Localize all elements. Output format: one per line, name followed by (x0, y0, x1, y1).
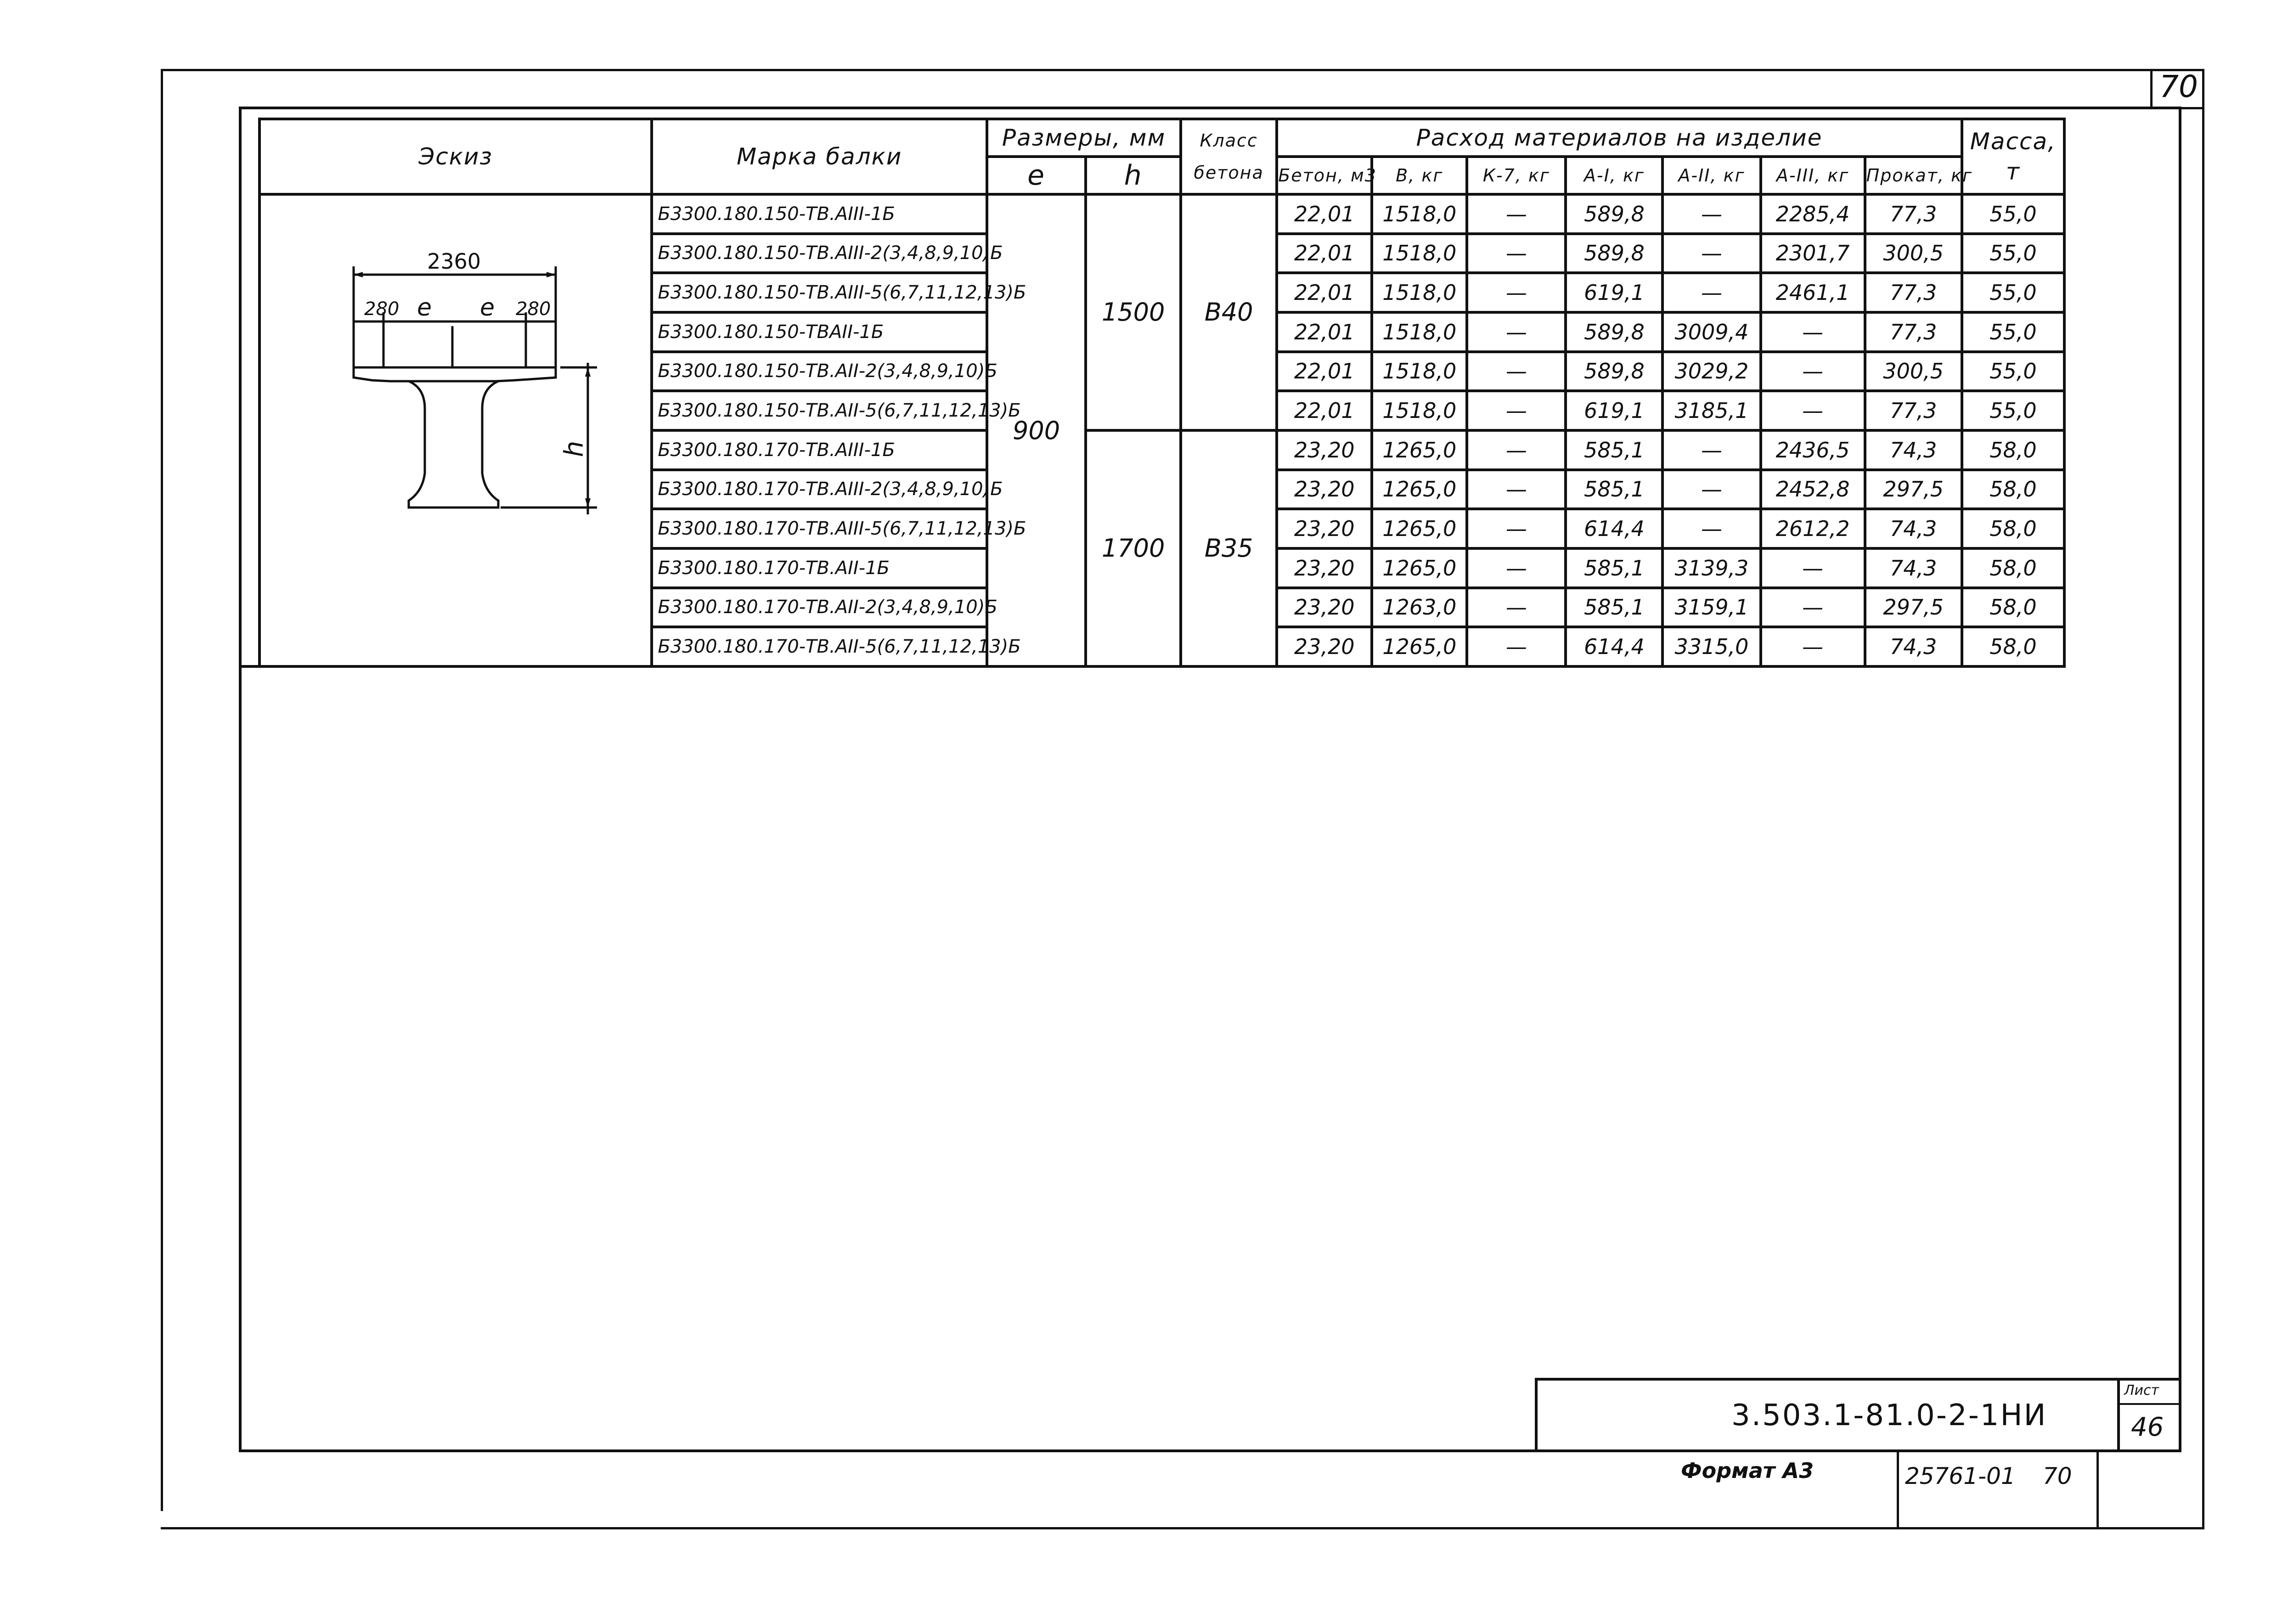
row-a2: — (1662, 194, 1760, 234)
row-a2: 3159,1 (1662, 588, 1760, 627)
header-mark: Марка балки (652, 119, 987, 194)
sketch-e-right-label: e (480, 294, 495, 321)
header-dim-e: e (987, 157, 1086, 194)
row-mark: Б3300.180.150-ТВАII-1Б (652, 312, 987, 352)
page-number: 70 (2159, 69, 2198, 104)
row-mark: Б3300.180.150-ТВ.АIII-5(6,7,11,12,13)Б (652, 273, 987, 312)
row-beton: 23,20 (1277, 430, 1372, 470)
row-mark: Б3300.180.150-ТВ.АIII-1Б (652, 194, 987, 234)
format-label: Формат А3 (1681, 1458, 1814, 1483)
header-col-a1: А-I, кг (1566, 157, 1662, 194)
sheet-label: Лист (2124, 1382, 2159, 1398)
row-beton: 22,01 (1277, 234, 1372, 273)
sheet-number: 46 (2131, 1412, 2164, 1442)
row-a3: 2452,8 (1761, 470, 1865, 509)
inner-frame-top (239, 107, 2181, 109)
row-prokat: 300,5 (1865, 352, 1962, 391)
row-a3: — (1761, 352, 1865, 391)
row-a3: 2285,4 (1761, 194, 1865, 234)
header-mass: Масса, т (1962, 119, 2064, 194)
row-a1: 619,1 (1566, 273, 1662, 312)
row-a1: 619,1 (1566, 391, 1662, 430)
row-a2: — (1662, 509, 1760, 548)
row-a2: — (1662, 273, 1760, 312)
merged-e: 900 (987, 194, 1086, 666)
row-a1: 589,8 (1566, 194, 1662, 234)
row-mark: Б3300.180.150-ТВ.АII-5(6,7,11,12,13)Б (652, 391, 987, 430)
merged-class-2: В35 (1181, 430, 1277, 666)
row-mass: 55,0 (1962, 273, 2064, 312)
table-row (259, 194, 2064, 234)
row-mass: 58,0 (1962, 509, 2064, 548)
row-mark: Б3300.180.150-ТВ.АIII-2(3,4,8,9,10)Б (652, 234, 987, 273)
row-prokat: 77,3 (1865, 273, 1962, 312)
row-v: 1518,0 (1372, 312, 1467, 352)
row-prokat: 77,3 (1865, 312, 1962, 352)
row-prokat: 74,3 (1865, 430, 1962, 470)
row-mark: Б3300.180.170-ТВ.АIII-5(6,7,11,12,13)Б (652, 509, 987, 548)
merged-h-1: 1500 (1086, 194, 1181, 430)
sketch-e-left-label: e (417, 294, 432, 321)
outer-frame-left (161, 69, 163, 1511)
row-a1: 589,8 (1566, 234, 1662, 273)
row-k7: — (1467, 352, 1566, 391)
row-a2: — (1662, 234, 1760, 273)
row-beton: 22,01 (1277, 391, 1372, 430)
row-prokat: 297,5 (1865, 588, 1962, 627)
row-mass: 55,0 (1962, 312, 2064, 352)
row-a2: 3029,2 (1662, 352, 1760, 391)
row-mass: 58,0 (1962, 627, 2064, 666)
row-prokat: 74,3 (1865, 509, 1962, 548)
row-prokat: 300,5 (1865, 234, 1962, 273)
row-prokat: 74,3 (1865, 627, 1962, 666)
row-a1: 585,1 (1566, 430, 1662, 470)
row-a1: 589,8 (1566, 352, 1662, 391)
row-v: 1265,0 (1372, 470, 1467, 509)
row-k7: — (1467, 509, 1566, 548)
inventory-number: 25761-01 (1905, 1463, 2016, 1489)
inventory-page: 70 (2043, 1463, 2072, 1489)
row-a3: — (1761, 312, 1865, 352)
row-beton: 22,01 (1277, 352, 1372, 391)
merged-class-1: В40 (1181, 194, 1277, 430)
row-mark: Б3300.180.170-ТВ.АII-1Б (652, 548, 987, 588)
row-mass: 58,0 (1962, 588, 2064, 627)
row-mass: 55,0 (1962, 234, 2064, 273)
row-k7: — (1467, 470, 1566, 509)
row-a1: 585,1 (1566, 470, 1662, 509)
row-v: 1518,0 (1372, 194, 1467, 234)
row-mark: Б3300.180.170-ТВ.АIII-1Б (652, 430, 987, 470)
row-beton: 23,20 (1277, 470, 1372, 509)
row-a3: — (1761, 391, 1865, 430)
row-v: 1263,0 (1372, 588, 1467, 627)
row-beton: 22,01 (1277, 312, 1372, 352)
row-k7: — (1467, 194, 1566, 234)
outer-frame-right (2202, 69, 2204, 1529)
row-a1: 589,8 (1566, 312, 1662, 352)
header-col-prokat: Прокат, кг (1865, 157, 1962, 194)
row-beton: 22,01 (1277, 273, 1372, 312)
row-v: 1265,0 (1372, 548, 1467, 588)
row-beton: 23,20 (1277, 627, 1372, 666)
row-k7: — (1467, 548, 1566, 588)
row-a3: 2436,5 (1761, 430, 1865, 470)
sketch-edge-left-label: 280 (364, 299, 400, 320)
row-beton: 22,01 (1277, 194, 1372, 234)
sketch-height-label: h (559, 440, 589, 457)
row-k7: — (1467, 430, 1566, 470)
header-col-a2: А-II, кг (1662, 157, 1760, 194)
row-k7: — (1467, 273, 1566, 312)
row-v: 1518,0 (1372, 352, 1467, 391)
row-prokat: 297,5 (1865, 470, 1962, 509)
title-block-sheet-divider (2117, 1403, 2181, 1405)
row-a2: 3185,1 (1662, 391, 1760, 430)
row-a3: 2461,1 (1761, 273, 1865, 312)
row-prokat: 74,3 (1865, 548, 1962, 588)
row-mark: Б3300.180.170-ТВ.АIII-2(3,4,8,9,10)Б (652, 470, 987, 509)
row-prokat: 77,3 (1865, 194, 1962, 234)
header-col-v: В, кг (1372, 157, 1467, 194)
row-a2: 3315,0 (1662, 627, 1760, 666)
row-a3: 2301,7 (1761, 234, 1865, 273)
outer-frame-top (161, 69, 2204, 71)
row-v: 1265,0 (1372, 430, 1467, 470)
row-a3: — (1761, 627, 1865, 666)
row-v: 1518,0 (1372, 234, 1467, 273)
header-col-k7: К-7, кг (1467, 157, 1566, 194)
row-k7: — (1467, 627, 1566, 666)
row-v: 1518,0 (1372, 273, 1467, 312)
row-a2: — (1662, 430, 1760, 470)
row-mark: Б3300.180.170-ТВ.АII-2(3,4,8,9,10)Б (652, 588, 987, 627)
row-mass: 55,0 (1962, 194, 2064, 234)
title-block-divider (2117, 1378, 2120, 1452)
header-concrete-class: Класс бетона (1181, 119, 1277, 194)
row-beton: 23,20 (1277, 588, 1372, 627)
row-beton: 23,20 (1277, 509, 1372, 548)
row-a1: 614,4 (1566, 509, 1662, 548)
row-mass: 58,0 (1962, 548, 2064, 588)
row-a2: 3139,3 (1662, 548, 1760, 588)
row-mass: 55,0 (1962, 352, 2064, 391)
header-dimensions: Размеры, мм (987, 119, 1181, 157)
row-v: 1265,0 (1372, 509, 1467, 548)
header-dim-h: h (1086, 157, 1181, 194)
row-a1: 614,4 (1566, 627, 1662, 666)
row-k7: — (1467, 234, 1566, 273)
header-sketch: Эскиз (259, 119, 652, 194)
row-a2: — (1662, 470, 1760, 509)
header-consumption: Расход материалов на изделие (1277, 119, 1962, 157)
row-k7: — (1467, 391, 1566, 430)
row-a1: 585,1 (1566, 548, 1662, 588)
row-mark: Б3300.180.150-ТВ.АII-2(3,4,8,9,10)Б (652, 352, 987, 391)
document-code: 3.503.1-81.0-2-1НИ (1731, 1398, 2047, 1432)
row-a1: 585,1 (1566, 588, 1662, 627)
row-mass: 58,0 (1962, 470, 2064, 509)
sketch-edge-right-label: 280 (516, 299, 551, 320)
row-mass: 58,0 (1962, 430, 2064, 470)
row-k7: — (1467, 588, 1566, 627)
header-col-beton: Бетон, м3 (1277, 157, 1372, 194)
row-prokat: 77,3 (1865, 391, 1962, 430)
row-a2: 3009,4 (1662, 312, 1760, 352)
row-mark: Б3300.180.170-ТВ.АII-5(6,7,11,12,13)Б (652, 627, 987, 666)
row-v: 1265,0 (1372, 627, 1467, 666)
row-a3: — (1761, 588, 1865, 627)
row-k7: — (1467, 312, 1566, 352)
row-a3: 2612,2 (1761, 509, 1865, 548)
row-v: 1518,0 (1372, 391, 1467, 430)
inner-frame-right (2179, 107, 2181, 1452)
merged-h-2: 1700 (1086, 430, 1181, 666)
row-a3: — (1761, 548, 1865, 588)
sketch-width-label: 2360 (427, 249, 481, 274)
inner-frame-left (239, 107, 242, 1452)
row-beton: 23,20 (1277, 548, 1372, 588)
header-col-a3: А-III, кг (1761, 157, 1865, 194)
row-mass: 55,0 (1962, 391, 2064, 430)
